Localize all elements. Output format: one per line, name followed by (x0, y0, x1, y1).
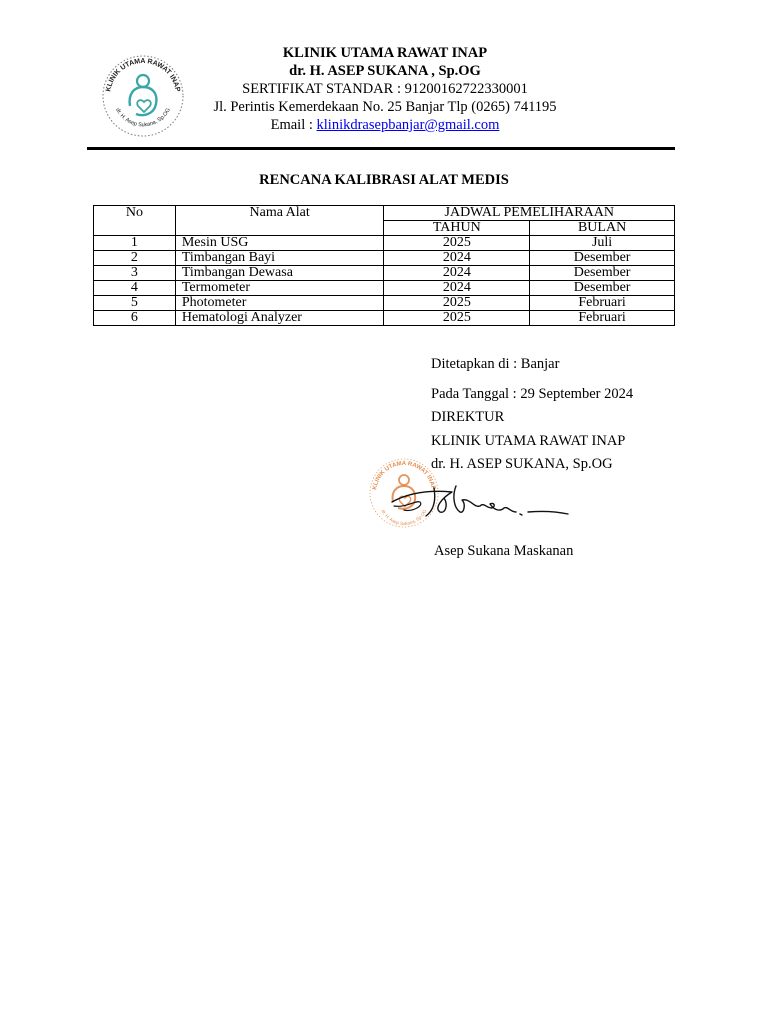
row-name: Hematologi Analyzer (175, 311, 384, 326)
row-month: Desember (530, 266, 675, 281)
row-month: Februari (530, 296, 675, 311)
clinic-address: Jl. Perintis Kemerdekaan No. 25 Banjar Tlp (0265) 741195 (213, 99, 557, 115)
signature-date: Pada Tanggal : 29 September 2024 (431, 386, 634, 402)
logo-ring-text: KLINIK UTAMA RAWAT INAP (105, 57, 181, 93)
email-label: Email : (270, 117, 317, 133)
header-no: No (94, 206, 176, 236)
table-row (94, 236, 675, 251)
email-link[interactable]: klinikdrasepbanjar@gmail.com (316, 117, 500, 133)
row-name: Timbangan Bayi (175, 251, 384, 266)
row-month: Desember (530, 281, 675, 296)
row-name: Termometer (175, 281, 384, 296)
row-year: 2025 (384, 296, 530, 311)
stamp-ring-text: KLINIK UTAMA RAWAT INAP (372, 460, 436, 491)
row-year: 2025 (384, 236, 530, 251)
clinic-name: KLINIK UTAMA RAWAT INAP (282, 45, 488, 61)
table-header-row (94, 206, 675, 221)
row-name: Timbangan Dewasa (175, 266, 384, 281)
signature-doctor: dr. H. ASEP SUKANA, Sp.OG (431, 456, 613, 472)
header-schedule: JADWAL PEMELIHARAAN (384, 206, 675, 221)
row-no: 2 (94, 251, 176, 266)
table-row (94, 311, 675, 326)
letterhead (200, 44, 570, 134)
table-row (94, 266, 675, 281)
signature-clinic: KLINIK UTAMA RAWAT INAP (431, 433, 626, 449)
certificate-number: SERTIFIKAT STANDAR : 91200162722330001 (242, 81, 528, 97)
header-name: Nama Alat (175, 206, 384, 236)
handwritten-signature (390, 478, 570, 524)
row-no: 3 (94, 266, 176, 281)
row-month: Desember (530, 251, 675, 266)
row-no: 5 (94, 296, 176, 311)
row-year: 2024 (384, 266, 530, 281)
signer-name: Asep Sukana Maskanan (434, 543, 574, 559)
row-no: 4 (94, 281, 176, 296)
table-row (94, 296, 675, 311)
header-year: TAHUN (384, 221, 530, 236)
stamp-bottom-text: dr. H. Asep Sukana, Sp.OG (380, 508, 428, 527)
row-month: Februari (530, 311, 675, 326)
row-name: Photometer (175, 296, 384, 311)
row-month: Juli (530, 236, 675, 251)
document-title: RENCANA KALIBRASI ALAT MEDIS (259, 172, 509, 188)
header-month: BULAN (530, 221, 675, 236)
row-name: Mesin USG (175, 236, 384, 251)
logo-bottom-text: dr. H. Asep Sukana, Sp.OG (114, 107, 172, 129)
row-year: 2025 (384, 311, 530, 326)
row-year: 2024 (384, 251, 530, 266)
row-year: 2024 (384, 281, 530, 296)
clinic-logo (100, 54, 186, 138)
doctor-name: dr. H. ASEP SUKANA , Sp.OG (289, 63, 481, 79)
signature-place: Ditetapkan di : Banjar (431, 356, 560, 372)
table-row (94, 251, 675, 266)
email-line (200, 116, 570, 134)
header-divider (87, 147, 675, 150)
row-no: 1 (94, 236, 176, 251)
table-row (94, 281, 675, 296)
signature-position: DIREKTUR (431, 409, 505, 425)
row-no: 6 (94, 311, 176, 326)
calibration-table (93, 205, 675, 326)
